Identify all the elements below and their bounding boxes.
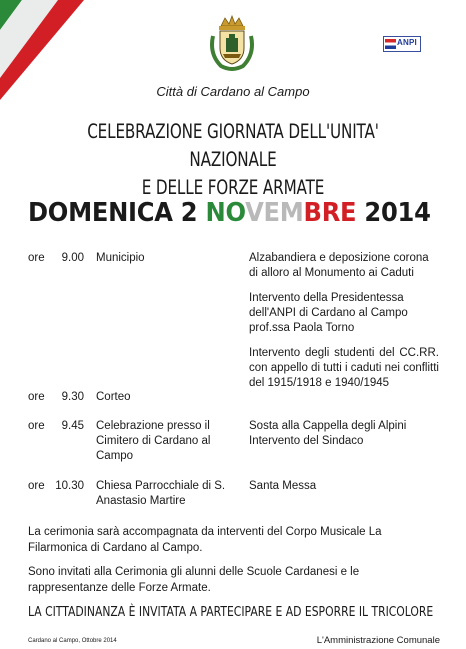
schedule-activity: Intervento della Presidentessa dell'ANPI di Cardano al Campo prof.ssa Paola Torno bbox=[249, 292, 408, 334]
schedule-time: 10.30 bbox=[55, 480, 84, 492]
date-month-red: BRE bbox=[303, 198, 357, 228]
schedule-ore-label: ore bbox=[28, 252, 45, 264]
schedule-event: Celebrazione presso il Cimitero di Cardano al Campo bbox=[96, 420, 211, 462]
date-month-white: VEM bbox=[245, 198, 304, 228]
schedule-event: Corteo bbox=[96, 391, 131, 403]
schedule-activity: Alzabandiera e deposizione corona di alloro al Monumento ai Caduti bbox=[249, 252, 429, 279]
place-and-date: Cardano al Campo, Ottobre 2014 bbox=[28, 638, 117, 644]
schedule-time: 9.45 bbox=[61, 420, 84, 432]
schedule-activity: Sosta alla Cappella degli Alpini bbox=[249, 420, 407, 432]
schedule-ore-label: ore bbox=[28, 480, 45, 492]
schedule-activity: Intervento del Sindaco bbox=[249, 435, 364, 447]
signature: L'Amministrazione Comunale bbox=[316, 635, 440, 646]
date-year: 2014 bbox=[356, 198, 431, 228]
event-title-line1: CELEBRAZIONE GIORNATA DELL'UNITA' NAZIONALE bbox=[87, 120, 379, 171]
schedule-ore-label: ore bbox=[28, 420, 45, 432]
event-date bbox=[28, 198, 431, 228]
anpi-logo: ANPI bbox=[383, 36, 421, 52]
event-title-line2: E DELLE FORZE ARMATE bbox=[141, 176, 325, 199]
date-day: DOMENICA 2 bbox=[28, 198, 206, 228]
schedule-ore-label: ore bbox=[28, 391, 45, 403]
schedule-event: Chiesa Parrocchiale di S. Anastasio Martire bbox=[96, 480, 226, 507]
schedule-activity: Santa Messa bbox=[249, 480, 317, 492]
citizen-invitation: LA CITTADINANZA È INVITATA A PARTECIPARE E AD ESPORRE IL TRICOLORE bbox=[28, 604, 434, 620]
city-crest-icon bbox=[205, 14, 259, 72]
schedule-event: Municipio bbox=[96, 252, 145, 264]
schedule-activity: Intervento degli studenti del CC.RR. con appello di tutti i caduti nei conflitti del 1915/1918 e 1940/1945 bbox=[249, 347, 439, 389]
city-name: Città di Cardano al Campo bbox=[156, 84, 310, 99]
schedule-time: 9.00 bbox=[61, 252, 84, 264]
date-month-green: NO bbox=[205, 198, 246, 228]
music-note: La cerimonia sarà accompagnata da interventi del Corpo Musicale La Filarmonica di Cardano al Campo. bbox=[28, 526, 382, 554]
event-title bbox=[51, 118, 414, 202]
invited-note: Sono invitati alla Cerimonia gli alunni delle Scuole Cardanesi e le rappresentanze delle Forze Armate. bbox=[28, 566, 360, 594]
schedule-time: 9.30 bbox=[61, 391, 84, 403]
